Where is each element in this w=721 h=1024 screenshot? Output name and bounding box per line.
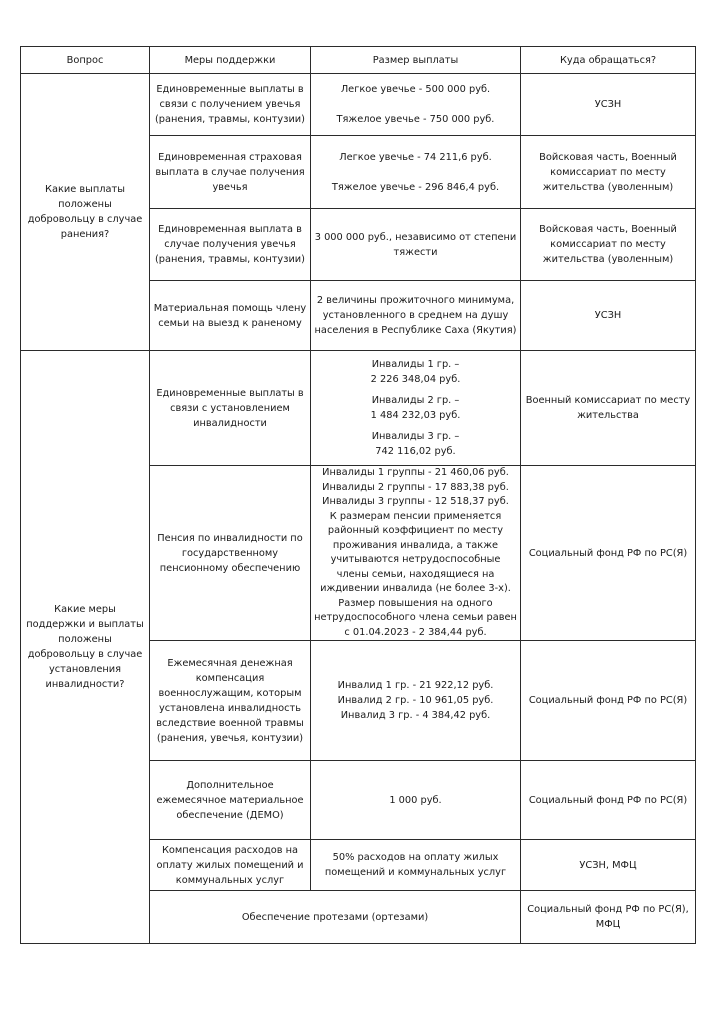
- header-row: [21, 47, 696, 74]
- where-cell: Войсковая часть, Военный комиссариат по месту жительства (уволенным): [521, 136, 696, 209]
- measure-cell: Ежемесячная денежная компенсация военнослужащим, которым установлена инвалидность вследствие военной травмы (ранения, увечья, контузии): [150, 641, 311, 761]
- amount-cell: 3 000 000 руб., независимо от степени тяжести: [311, 209, 521, 281]
- amount-line: Инвалид 3 гр. - 4 384,42 руб.: [340, 710, 491, 721]
- amount-cell: 2 величины прожиточного минимума, установленного в среднем на душу населения в Республике Саха (Якутия): [311, 281, 521, 351]
- amount-cell: [311, 641, 521, 761]
- amount-group: Инвалиды 2 гр. –: [371, 395, 460, 406]
- amount-cell: 50% расходов на оплату жилых помещений и коммунальных услуг: [311, 840, 521, 891]
- measure-cell: Единовременная страховая выплата в случае получения увечья: [150, 136, 311, 209]
- measure-cell: Пенсия по инвалидности по государственному пенсионному обеспечению: [150, 466, 311, 641]
- header-measures: Меры поддержки: [150, 47, 311, 74]
- header-where: Куда обращаться?: [521, 47, 696, 74]
- amount-line: Инвалиды 2 группы - 17 883,38 руб.: [322, 481, 509, 493]
- amount-sum: 1 484 232,03 руб.: [370, 410, 461, 421]
- amount-line: Тяжелое увечье - 296 846,4 руб.: [331, 181, 500, 193]
- amount-group: Инвалиды 3 гр. –: [371, 431, 460, 442]
- measure-cell-merged: Обеспечение протезами (ортезами): [150, 891, 521, 944]
- amount-line: Инвалид 2 гр. - 10 961,05 руб.: [337, 695, 494, 706]
- amount-cell: [311, 351, 521, 466]
- measure-cell: Компенсация расходов на оплату жилых помещений и коммунальных услуг: [150, 840, 311, 891]
- where-cell: Войсковая часть, Военный комиссариат по месту жительства (уволенным): [521, 209, 696, 281]
- amount-cell: [311, 136, 521, 209]
- where-cell: Социальный фонд РФ по РС(Я), МФЦ: [521, 891, 696, 944]
- where-cell: УСЗН: [521, 281, 696, 351]
- amount-sum: 742 116,02 руб.: [375, 446, 456, 457]
- pension-note: К размерам пенсии применяется районный коэффициент по месту проживания инвалида, а также учитываются нетрудоспособные члены семьи, находящиеся на иждивении инвалида (не более 3-х). Размер повышения на одного нетрудоспособного члена семьи равен с 01.04.2023 - 2 384,44 руб.: [314, 510, 517, 638]
- support-measures-table: [20, 46, 696, 944]
- amount-line: Легкое увечье - 500 000 руб.: [340, 84, 491, 95]
- where-cell: Социальный фонд РФ по РС(Я): [521, 466, 696, 641]
- amount-line: Тяжелое увечье - 750 000 руб.: [336, 114, 495, 125]
- amount-cell: [311, 466, 521, 641]
- amount-group: Инвалиды 1 гр. –: [371, 359, 460, 370]
- measure-cell: Единовременная выплата в случае получения увечья (ранения, травмы, контузии): [150, 209, 311, 281]
- where-cell: УСЗН: [521, 74, 696, 136]
- measure-cell: Материальная помощь члену семьи на выезд к раненому: [150, 281, 311, 351]
- amount-cell: 1 000 руб.: [311, 761, 521, 840]
- measure-cell: Единовременные выплаты в связи с получением увечья (ранения, травмы, контузии): [150, 74, 311, 136]
- header-amount: Размер выплаты: [311, 47, 521, 74]
- amount-line: Инвалиды 3 группы - 12 518,37 руб.: [322, 496, 509, 507]
- where-cell: Социальный фонд РФ по РС(Я): [521, 641, 696, 761]
- amount-line: Инвалиды 1 группы - 21 460,06 руб.: [322, 467, 509, 478]
- question-cell-injury: Какие выплаты положены добровольцу в случае ранения?: [21, 74, 150, 351]
- where-cell: УСЗН, МФЦ: [521, 840, 696, 891]
- where-cell: Военный комиссариат по месту жительства: [521, 351, 696, 466]
- table-row: [21, 74, 696, 136]
- table-row: [21, 351, 696, 466]
- amount-line: Легкое увечье - 74 211,6 руб.: [339, 151, 492, 163]
- header-question: Вопрос: [21, 47, 150, 74]
- amount-line: Инвалид 1 гр. - 21 922,12 руб.: [337, 680, 494, 691]
- measure-cell: Единовременные выплаты в связи с установлением инвалидности: [150, 351, 311, 466]
- measure-cell: Дополнительное ежемесячное материальное обеспечение (ДЕМО): [150, 761, 311, 840]
- amount-cell: [311, 74, 521, 136]
- amount-sum: 2 226 348,04 руб.: [370, 374, 461, 385]
- question-cell-disability: Какие меры поддержки и выплаты положены добровольцу в случае установления инвалидности?: [21, 351, 150, 944]
- where-cell: Социальный фонд РФ по РС(Я): [521, 761, 696, 840]
